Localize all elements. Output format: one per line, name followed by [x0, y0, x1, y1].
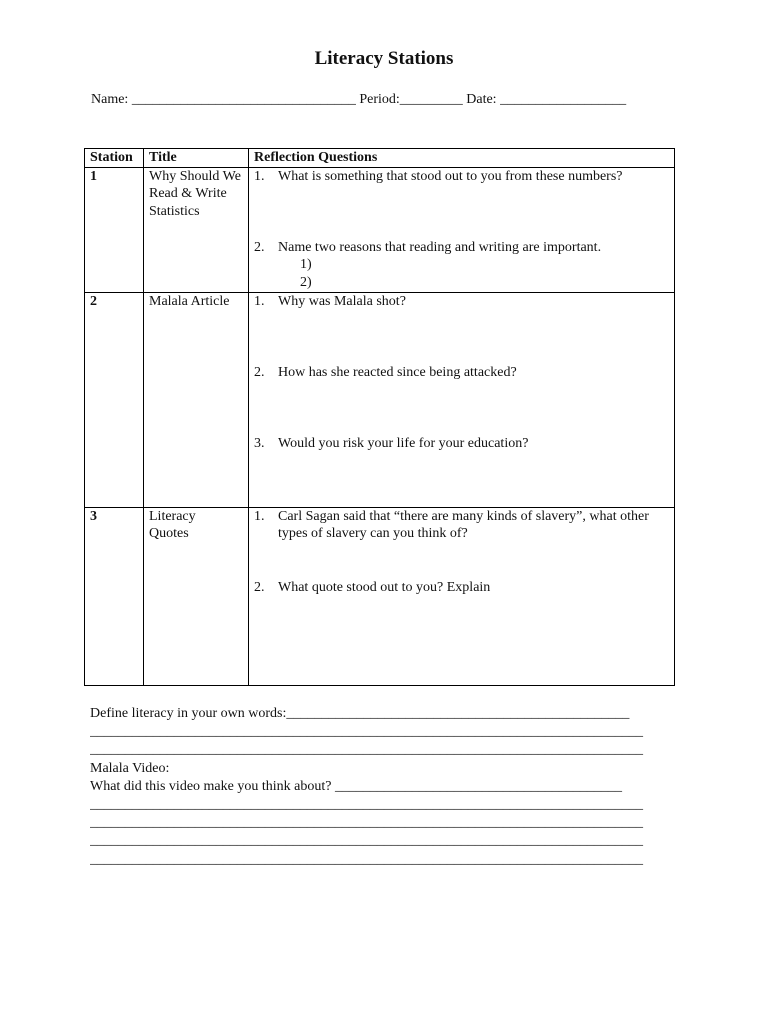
reflection-questions	[249, 507, 675, 685]
question-item: 2. What quote stood out to you? Explain	[254, 579, 491, 595]
station-title: Literacy Quotes	[144, 507, 249, 685]
question-item: 1. Carl Sagan said that “there are many kinds of slavery”, what other types of slavery can you think of?	[254, 508, 649, 541]
sub-item: 2)	[300, 274, 312, 290]
station-title: Why Should We Read & Write Statistics	[144, 167, 249, 292]
station-number: 2	[85, 292, 144, 507]
reflection-questions	[249, 167, 675, 292]
name-period-date-line: Name: ________________________________ Period:_________ Date: __________________	[91, 92, 627, 107]
video-think-about-line: What did this video make you think about? _________________________________________	[90, 778, 622, 794]
page-title: Literacy Stations	[314, 48, 454, 69]
table-row	[85, 167, 675, 292]
sub-item: 1)	[300, 257, 312, 272]
blank-answer-line: _______________________________________________________________________________	[90, 833, 643, 849]
footer-writing-area	[90, 705, 690, 869]
header-station: Station	[85, 149, 144, 168]
question-item: 1. What is something that stood out to you from these numbers?	[254, 168, 623, 184]
station-number: 3	[85, 507, 144, 685]
blank-answer-line: _______________________________________________________________________________	[90, 815, 643, 831]
question-item: 2. How has she reacted since being attacked?	[254, 364, 517, 380]
table-row	[85, 292, 675, 507]
header-title: Title	[144, 149, 249, 168]
define-literacy-line: Define literacy in your own words:_________________________________________________	[90, 706, 630, 721]
blank-answer-line: _______________________________________________________________________________	[90, 796, 643, 812]
table-row	[85, 507, 675, 685]
blank-answer-line: _______________________________________________________________________________	[90, 851, 643, 867]
blank-answer-line: _______________________________________________________________________________	[90, 742, 643, 758]
malala-video-heading: Malala Video:	[90, 760, 170, 776]
header-reflection-questions: Reflection Questions	[249, 149, 675, 168]
stations-table	[84, 148, 675, 686]
question-item: 2. Name two reasons that reading and writing are important.	[254, 239, 602, 255]
question-item: 1. Why was Malala shot?	[254, 293, 406, 309]
station-title: Malala Article	[144, 292, 249, 507]
reflection-questions	[249, 292, 675, 507]
blank-answer-line: _______________________________________________________________________________	[90, 724, 643, 740]
station-number: 1	[85, 167, 144, 292]
table-header-row	[85, 149, 675, 168]
question-item: 3. Would you risk your life for your education?	[254, 435, 529, 451]
